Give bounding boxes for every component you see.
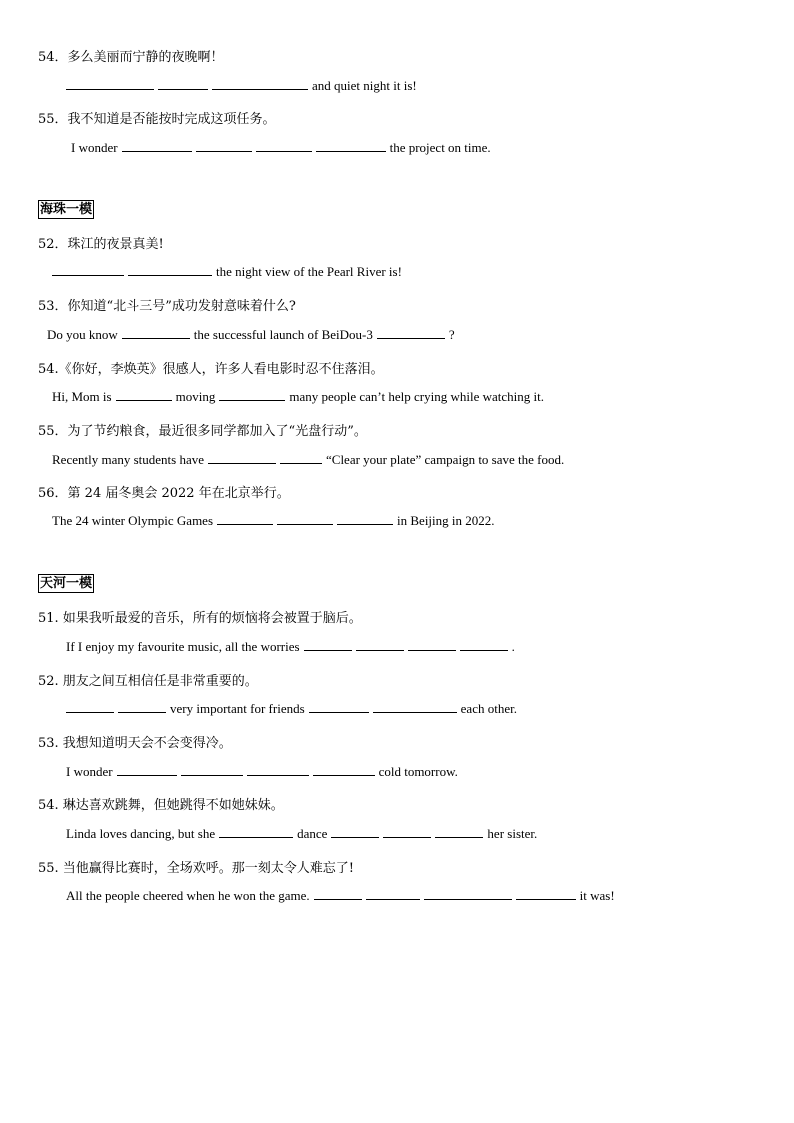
answer-text: each other. xyxy=(460,701,517,716)
answer-blank[interactable] xyxy=(277,513,333,525)
answer-text: I wonder xyxy=(66,764,113,779)
question-cn: 54.《你好，李焕英》很感人，许多人看电影时忍不住落泪。 xyxy=(38,362,384,377)
answer-blank[interactable] xyxy=(117,764,177,776)
question-cn: 53．你知道“北斗三号”成功发射意味着什么? xyxy=(38,299,296,314)
answer-blank[interactable] xyxy=(208,452,276,464)
question-cn: 52．珠江的夜景真美! xyxy=(38,237,164,252)
question-cn: 55．我不知道是否能按时完成这项任务。 xyxy=(38,112,276,127)
answer-blank[interactable] xyxy=(66,78,154,90)
answer-text: “Clear your plate” campaign to save the food. xyxy=(326,452,565,467)
answer-blank[interactable] xyxy=(219,826,293,838)
answer-blank[interactable] xyxy=(309,701,369,713)
question-cn: 54．多么美丽而宁静的夜晚啊！ xyxy=(38,50,224,65)
answer-text: If I enjoy my favourite music, all the worries xyxy=(66,639,300,654)
answer-blank[interactable] xyxy=(383,826,431,838)
question-cn: 51. 如果我听最爱的音乐，所有的烦恼将会被置于脑后。 xyxy=(38,611,362,626)
section-heading: 海珠一模 xyxy=(40,202,93,217)
answer-text: Recently many students have xyxy=(52,452,204,467)
answer-text: All the people cheered when he won the game. xyxy=(66,888,310,903)
answer-blank[interactable] xyxy=(128,264,212,276)
answer-blank[interactable] xyxy=(516,888,576,900)
answer-blank[interactable] xyxy=(377,327,445,339)
answer-line xyxy=(52,452,568,468)
answer-text: very important for friends xyxy=(170,701,305,716)
answer-line xyxy=(66,764,462,780)
answer-blank[interactable] xyxy=(217,513,273,525)
answer-blank[interactable] xyxy=(460,639,508,651)
answer-text: and quiet night it is! xyxy=(312,78,417,93)
answer-blank[interactable] xyxy=(408,639,456,651)
answer-line xyxy=(52,264,406,280)
answer-blank[interactable] xyxy=(366,888,420,900)
answer-blank[interactable] xyxy=(314,888,362,900)
answer-text: Linda loves dancing, but she xyxy=(66,826,216,841)
answer-blank[interactable] xyxy=(116,389,172,401)
answer-blank[interactable] xyxy=(424,888,512,900)
answer-line xyxy=(52,513,499,529)
answer-text: . xyxy=(511,639,515,654)
answer-blank[interactable] xyxy=(256,140,312,152)
answer-blank[interactable] xyxy=(52,264,124,276)
answer-blank[interactable] xyxy=(158,78,208,90)
answer-text: cold tomorrow. xyxy=(378,764,458,779)
answer-line xyxy=(71,140,495,156)
answer-blank[interactable] xyxy=(122,140,192,152)
answer-blank[interactable] xyxy=(196,140,252,152)
answer-line xyxy=(66,701,521,717)
answer-line xyxy=(47,327,459,343)
answer-blank[interactable] xyxy=(313,764,375,776)
answer-text: in Beijing in 2022. xyxy=(397,513,495,528)
answer-text: The 24 winter Olympic Games xyxy=(52,513,214,528)
answer-blank[interactable] xyxy=(122,327,190,339)
answer-blank[interactable] xyxy=(304,639,352,651)
answer-blank[interactable] xyxy=(331,826,379,838)
answer-text: moving xyxy=(175,389,216,404)
answer-blank[interactable] xyxy=(219,389,285,401)
answer-text: the night view of the Pearl River is! xyxy=(216,264,402,279)
question-cn: 55. 当他赢得比赛时，全场欢呼。那一刻太令人难忘了! xyxy=(38,861,355,876)
answer-blank[interactable] xyxy=(373,701,457,713)
answer-text: her sister. xyxy=(487,826,538,841)
question-cn: 55．为了节约粮食，最近很多同学都加入了“光盘行动”。 xyxy=(38,424,367,439)
answer-blank[interactable] xyxy=(66,701,114,713)
answer-blank[interactable] xyxy=(181,764,243,776)
answer-text: I wonder xyxy=(71,140,118,155)
answer-blank[interactable] xyxy=(212,78,308,90)
answer-text: Do you know xyxy=(47,327,118,342)
answer-blank[interactable] xyxy=(356,639,404,651)
answer-blank[interactable] xyxy=(118,701,166,713)
answer-blank[interactable] xyxy=(316,140,386,152)
answer-text: the project on time. xyxy=(389,140,491,155)
question-cn: 54. 琳达喜欢跳舞，但她跳得不如她妹妹。 xyxy=(38,798,284,813)
question-cn: 56．第 24 届冬奥会 2022 年在北京举行。 xyxy=(38,486,290,501)
answer-line xyxy=(66,639,519,655)
question-cn: 53. 我想知道明天会不会变得冷。 xyxy=(38,736,232,751)
answer-blank[interactable] xyxy=(435,826,483,838)
section-heading: 天河一模 xyxy=(40,576,93,591)
answer-line xyxy=(66,78,421,94)
answer-text: many people can’t help crying while watching it. xyxy=(289,389,544,404)
answer-text: ? xyxy=(448,327,455,342)
answer-text: it was! xyxy=(579,888,615,903)
question-cn: 52. 朋友之间互相信任是非常重要的。 xyxy=(38,674,258,689)
answer-line xyxy=(52,389,548,405)
answer-line xyxy=(66,826,541,842)
answer-text: dance xyxy=(297,826,328,841)
answer-line xyxy=(66,888,619,904)
answer-text: Hi, Mom is xyxy=(52,389,112,404)
answer-blank[interactable] xyxy=(280,452,322,464)
answer-blank[interactable] xyxy=(337,513,393,525)
answer-text: the successful launch of BeiDou-3 xyxy=(193,327,373,342)
answer-blank[interactable] xyxy=(247,764,309,776)
